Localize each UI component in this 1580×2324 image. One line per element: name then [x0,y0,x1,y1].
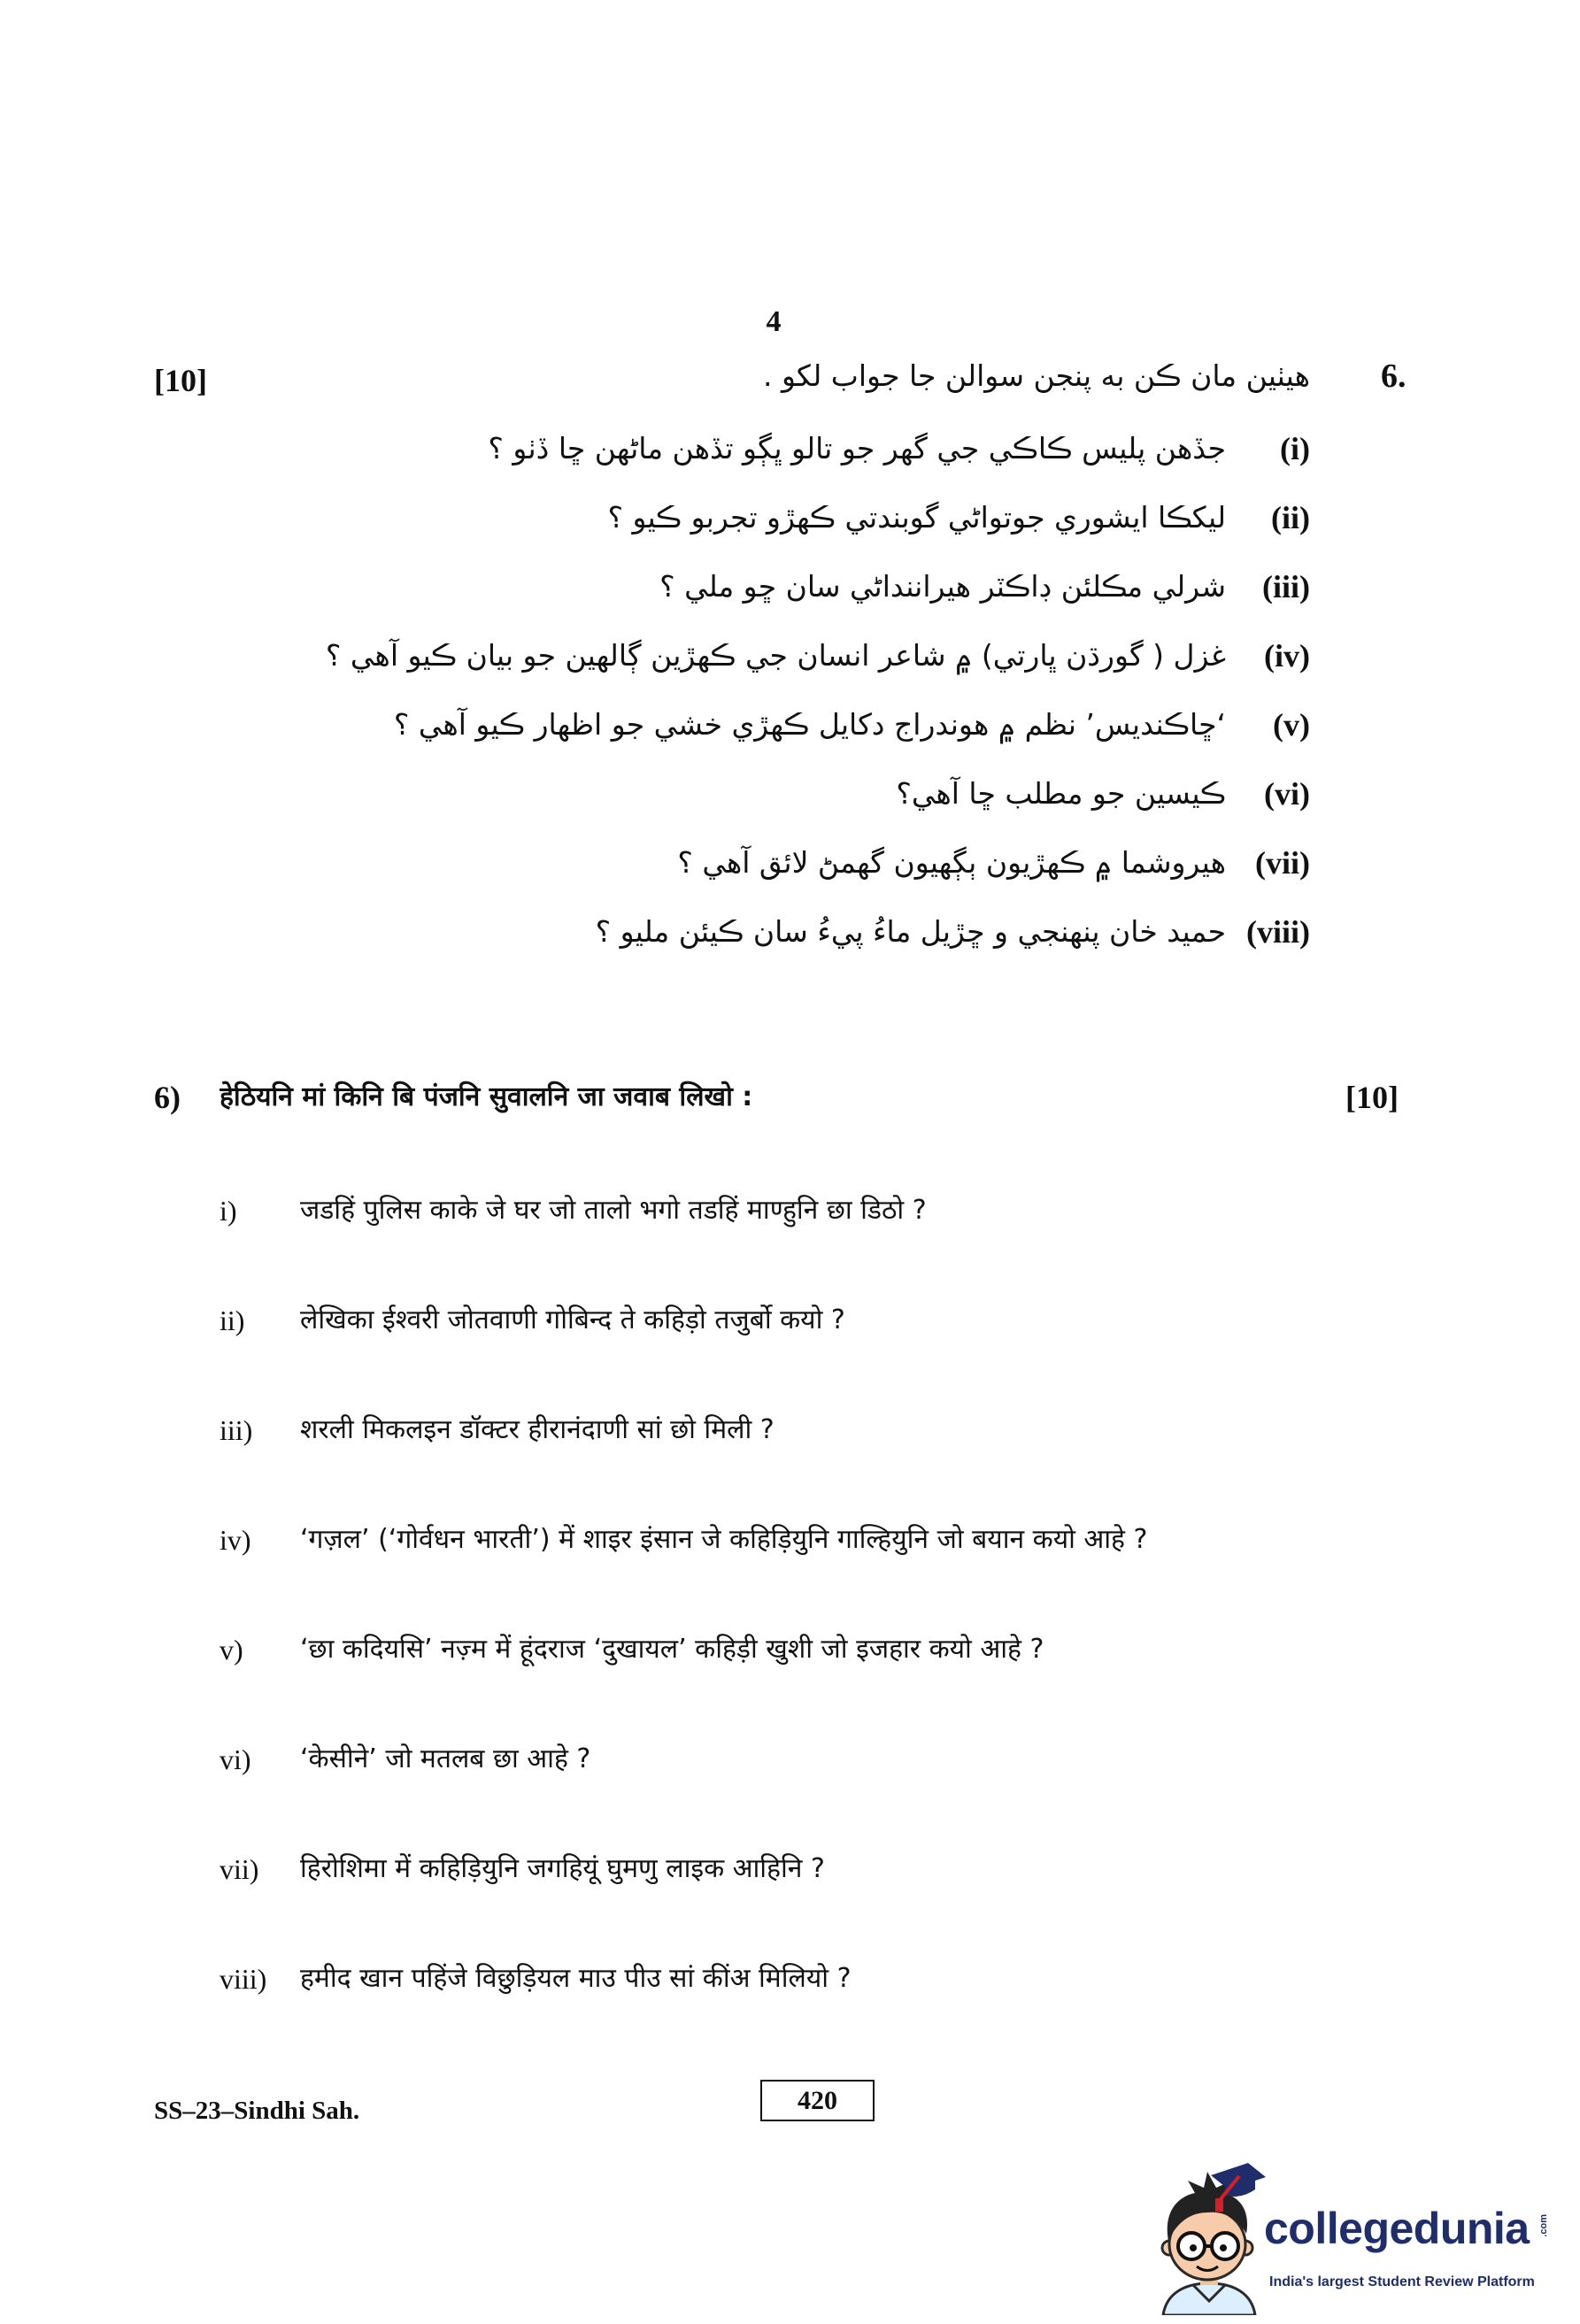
logo-tagline: India's largest Student Review Platform [1269,2274,1535,2289]
subquestion-text: शरली मिकलइन डॉक्टर हीरानंदाणी सां छो मिली ? [300,1414,775,1445]
page-number: 4 [766,305,782,338]
subquestion-label: (ii) [1271,500,1310,535]
devanagari-subquestion [220,1184,1512,1294]
paper-code: SS–23–Sindhi Sah. [154,2097,360,2125]
arabic-question-instruction: هيٺين مان ڪن به پنجن سوالن جا جواب لکو . [763,358,1310,393]
devanagari-subquestion [220,1294,1512,1404]
devanagari-question-number: 6) [154,1080,181,1115]
devanagari-subquestion [220,1404,1512,1513]
subquestion-text: हिरोशिमा में कहिड़ियुनि जगहियूं घुमणु लाइक आहिनि ? [300,1853,825,1884]
page-code-box: 420 [760,2080,875,2121]
subquestion-label: (vi) [1264,776,1310,812]
subquestion-text: حميد خان پنهنجي و ڇڙيل ماءُ پيءُ سان ڪيئن مليو ؟ [595,914,1226,949]
subquestion-text: ‘केसीने’ जो मतलब छा आहे ? [300,1743,591,1774]
devanagari-subquestion [220,1843,1512,1952]
subquestion-label: (iv) [1264,638,1310,673]
arabic-subquestion [204,414,1310,483]
devanagari-question-marks: [10] [1345,1080,1399,1115]
arabic-subquestion [204,828,1310,897]
mascot-tassel [1215,2198,1223,2212]
arabic-subquestion [204,621,1310,690]
subquestion-text: ‘छा कदियसि’ नज़्म में हूंदराज ‘दुखायल’ कहिड़ी खुशी जो इजहार कयो आहे ? [300,1634,1044,1665]
arabic-subquestion [204,690,1310,759]
subquestion-label: iii) [220,1414,253,1446]
subquestion-label: (vii) [1255,845,1310,881]
subquestion-text: شرلي مڪلئن ڊاڪٽر هيراننداڻي سان ڇو ملي ؟ [659,569,1226,604]
arabic-subquestion [204,552,1310,621]
subquestion-text: هيروشما ۾ ڪهڙيون ٻڳهيون گهمڻ لائق آهي ؟ [677,845,1226,880]
arabic-subquestion [204,897,1310,966]
subquestion-label: vi) [220,1743,251,1775]
mascot-left-eye [1190,2244,1197,2251]
subquestion-label: viii) [220,1963,267,1995]
devanagari-subquestion [220,1513,1512,1623]
subquestion-text: ‘गज़ल’ (‘गोर्वधन भारती’) में शाइर इंसान जे कहिड़ियुनि गाल्हियुनि जो बयान कयो आहे ? [300,1524,1148,1555]
subquestion-label: i) [220,1195,237,1227]
devanagari-subquestion [220,1623,1512,1733]
subquestion-text: लेखिका ईश्वरी जोतवाणी गोबिन्द ते कहिड़ो तजुर्बो कयो ? [300,1304,845,1335]
arabic-subquestion [204,483,1310,552]
mascot-right-eye [1220,2244,1227,2251]
subquestion-label: vii) [220,1853,259,1885]
devanagari-subquestion [220,1733,1512,1843]
subquestion-text: जडहिं पुलिस काके जे घर जो तालो भगो तडहिं माण्हुनि छा डिठो ? [300,1195,927,1226]
logo-domain-suffix: .com [1538,2214,1549,2237]
subquestion-label: iv) [220,1524,251,1556]
arabic-subquestion-list [204,414,1310,966]
arabic-question-marks: [10] [154,363,207,398]
subquestion-text: غزل ( گورڌن ڀارتي) ۾ شاعر انسان جي ڪهڙين ڳالهين جو بيان ڪيو آهي ؟ [325,638,1226,673]
mascot-logo-icon [1151,2159,1268,2315]
devanagari-subquestion [220,1952,1512,2062]
subquestion-label: (v) [1273,707,1310,743]
arabic-subquestion [204,759,1310,828]
subquestion-label: ii) [220,1304,245,1336]
devanagari-subquestion-list [220,1184,1512,2062]
logo-wordmark: collegedunia [1264,2204,1530,2253]
subquestion-text: ڪيسين جو مطلب ڇا آهي؟ [896,776,1226,811]
subquestion-text: جڏهن پليس ڪاڪي جي گهر جو تالو ڀڳو تڏهن ماڻهن ڇا ڏٺو ؟ [488,431,1226,466]
subquestion-label: (i) [1280,431,1310,466]
subquestion-label: (iii) [1262,569,1310,604]
devanagari-question-instruction: हेठियनि मां किनि बि पंजनि सुवालनि जा जवाब लिखो : [220,1081,753,1112]
subquestion-text: हमीद खान पहिंजे विछुड़ियल माउ पीउ सां कींअ मिलियो ? [300,1963,852,1994]
subquestion-text: ‘ڇاڪنديس’ نظم ۾ هوندراج دکايل ڪهڙي خشي جو اظهار ڪيو آهي ؟ [393,707,1226,742]
subquestion-label: (viii) [1246,914,1310,950]
subquestion-label: v) [220,1634,243,1666]
subquestion-text: ليکڪا ايشوري جوتواڻي گوبندتي ڪهڙو تجربو ڪيو ؟ [607,500,1226,535]
arabic-question-number: 6. [1381,358,1407,395]
